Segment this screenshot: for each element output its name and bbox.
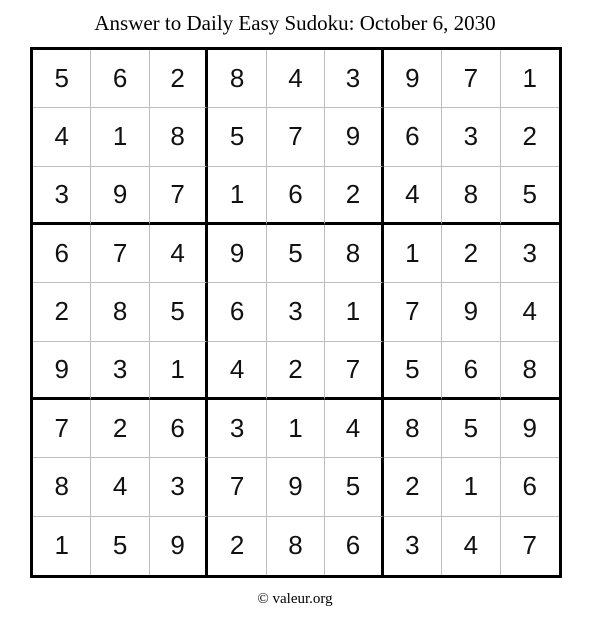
sudoku-cell: 6 [91,50,149,108]
sudoku-cell: 4 [442,517,500,575]
sudoku-cell: 6 [384,108,442,166]
sudoku-cell: 6 [267,167,325,225]
sudoku-cell: 1 [501,50,559,108]
sudoku-cell: 3 [267,283,325,341]
sudoku-cell: 5 [501,167,559,225]
sudoku-cell: 9 [325,108,383,166]
sudoku-cell: 2 [150,50,208,108]
sudoku-cell: 7 [384,283,442,341]
sudoku-cell: 5 [442,400,500,458]
sudoku-cell: 1 [325,283,383,341]
sudoku-board [30,47,562,578]
sudoku-cell: 6 [150,400,208,458]
sudoku-cell: 2 [33,283,91,341]
sudoku-cell: 2 [267,342,325,400]
sudoku-cell: 3 [208,400,266,458]
sudoku-cell: 1 [208,167,266,225]
sudoku-cell: 8 [33,458,91,516]
sudoku-cell: 2 [384,458,442,516]
sudoku-cell: 4 [91,458,149,516]
puzzle-title: Answer to Daily Easy Sudoku: October 6, 2030 [94,11,496,35]
sudoku-cell: 8 [325,225,383,283]
sudoku-cell: 4 [384,167,442,225]
sudoku-cell: 5 [325,458,383,516]
sudoku-cell: 3 [501,225,559,283]
sudoku-cell: 7 [150,167,208,225]
sudoku-cell: 1 [33,517,91,575]
sudoku-cell: 5 [150,283,208,341]
sudoku-cell: 9 [33,342,91,400]
sudoku-cell: 7 [522,530,537,561]
sudoku-cell: 7 [91,225,149,283]
sudoku-cell: 6 [33,225,91,283]
sudoku-cell: 9 [384,50,442,108]
sudoku-cell: 8 [442,167,500,225]
sudoku-cell: 1 [384,225,442,283]
sudoku-cell: 3 [91,342,149,400]
sudoku-cell: 9 [442,283,500,341]
sudoku-cell: 4 [33,108,91,166]
sudoku-cell: 9 [150,517,208,575]
sudoku-cell: 7 [442,50,500,108]
sudoku-cell: 2 [91,400,149,458]
copyright-footer: © valeur.org [257,591,333,607]
sudoku-cell: 2 [442,225,500,283]
sudoku-cell: 1 [442,458,500,516]
sudoku-cell: 9 [91,167,149,225]
sudoku-cell: 2 [325,167,383,225]
sudoku-cell: 3 [325,50,383,108]
sudoku-cell: 6 [208,283,266,341]
sudoku-cell: 3 [442,108,500,166]
sudoku-cell: 3 [384,517,442,575]
sudoku-cell: 5 [384,342,442,400]
sudoku-cell: 4 [150,225,208,283]
sudoku-cell: 6 [442,342,500,400]
sudoku-cell: 8 [150,108,208,166]
sudoku-cell: 2 [501,108,559,166]
sudoku-cell: 5 [33,50,91,108]
sudoku-cell: 2 [208,517,266,575]
sudoku-cell: 6 [325,517,383,575]
sudoku-cell: 4 [325,400,383,458]
sudoku-cell: 4 [208,342,266,400]
sudoku-cell: 8 [267,517,325,575]
sudoku-cell: 9 [208,225,266,283]
sudoku-cell: 8 [501,342,559,400]
sudoku-cell: 4 [501,283,559,341]
sudoku-cell: 7 [208,458,266,516]
sudoku-cell: 1 [267,400,325,458]
sudoku-cell: 3 [33,167,91,225]
sudoku-cell: 3 [150,458,208,516]
sudoku-cell: 7 [325,342,383,400]
sudoku-cell: 4 [267,50,325,108]
sudoku-cell: 1 [91,108,149,166]
sudoku-cell: 7 [33,400,91,458]
sudoku-cell: 8 [384,400,442,458]
sudoku-cell: 5 [267,225,325,283]
sudoku-cell: 5 [91,517,149,575]
sudoku-cell: 9 [267,458,325,516]
sudoku-cell: 9 [501,400,559,458]
sudoku-cell: 6 [501,458,559,516]
sudoku-cell: 5 [208,108,266,166]
sudoku-cell: 8 [208,50,266,108]
sudoku-cell: 1 [150,342,208,400]
sudoku-cell: 8 [91,283,149,341]
sudoku-cell: 7 [267,108,325,166]
